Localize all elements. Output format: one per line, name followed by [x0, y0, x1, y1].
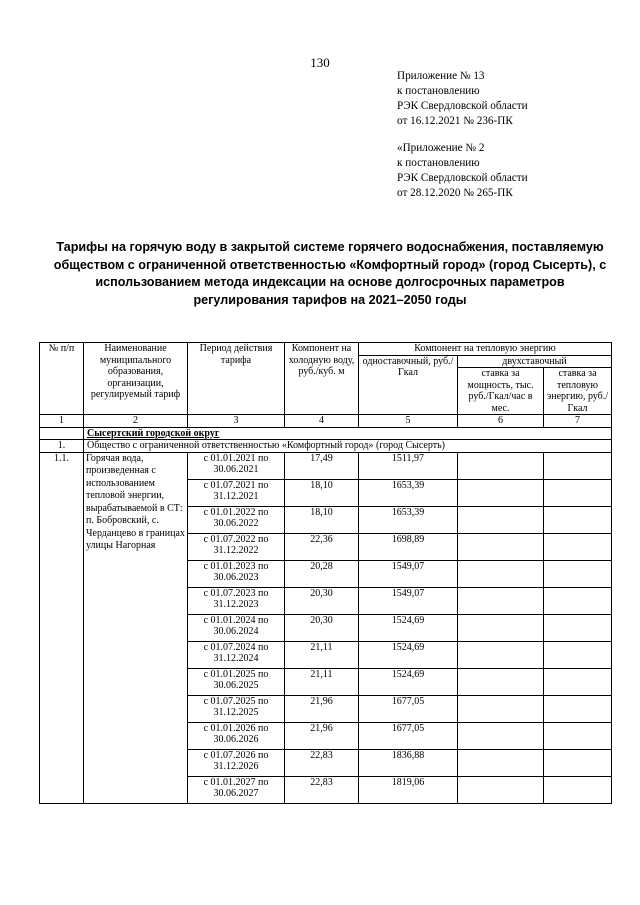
cold-water-cell: 21,11 [285, 641, 359, 668]
one-rate-cell: 1549,07 [359, 560, 458, 587]
organization-number: 1. [40, 440, 84, 453]
energy-cell [544, 695, 612, 722]
capacity-cell [458, 587, 544, 614]
column-number: 7 [544, 415, 612, 428]
appendix-previous-line: РЭК Свердловской области [397, 172, 528, 184]
column-numbers-row [40, 415, 612, 428]
appendix-previous [397, 141, 528, 201]
capacity-cell [458, 479, 544, 506]
one-rate-cell: 1677,05 [359, 695, 458, 722]
capacity-cell [458, 452, 544, 479]
column-number: 4 [285, 415, 359, 428]
one-rate-cell: 1549,07 [359, 587, 458, 614]
cold-water-cell: 20,30 [285, 614, 359, 641]
cold-water-cell: 22,83 [285, 776, 359, 803]
one-rate-cell: 1677,05 [359, 722, 458, 749]
appendix-previous-line: от 28.12.2020 № 265-ПК [397, 187, 513, 199]
period-cell: с 01.01.2027 по 30.06.2027 [188, 776, 285, 803]
one-rate-cell: 1653,39 [359, 506, 458, 533]
header-org: Наименование муниципального образования, организации, регулируемый тариф [84, 343, 188, 415]
period-cell: с 01.01.2026 по 30.06.2026 [188, 722, 285, 749]
capacity-cell [458, 668, 544, 695]
period-cell: с 01.07.2024 по 31.12.2024 [188, 641, 285, 668]
organization-name: Общество с ограниченной ответственностью «Комфортный город» (город Сысерть) [84, 440, 612, 453]
one-rate-cell: 1698,89 [359, 533, 458, 560]
energy-cell [544, 668, 612, 695]
period-cell: с 01.07.2023 по 31.12.2023 [188, 587, 285, 614]
energy-cell [544, 533, 612, 560]
energy-cell [544, 452, 612, 479]
one-rate-cell: 1524,69 [359, 641, 458, 668]
appendix-previous-line: к постановлению [397, 157, 480, 169]
column-number: 3 [188, 415, 285, 428]
column-number: 5 [359, 415, 458, 428]
period-cell: с 01.07.2022 по 31.12.2022 [188, 533, 285, 560]
period-cell: с 01.07.2026 по 31.12.2026 [188, 749, 285, 776]
appendix-current-line: от 16.12.2021 № 236-ПК [397, 115, 513, 127]
header-period: Период действия тарифа [188, 343, 285, 415]
capacity-cell [458, 641, 544, 668]
cold-water-cell: 22,36 [285, 533, 359, 560]
energy-cell [544, 587, 612, 614]
one-rate-cell: 1524,69 [359, 614, 458, 641]
cold-water-cell: 17,49 [285, 452, 359, 479]
period-cell: с 01.01.2025 по 30.06.2025 [188, 668, 285, 695]
energy-cell [544, 506, 612, 533]
period-cell: с 01.07.2025 по 31.12.2025 [188, 695, 285, 722]
appendix-current-line: РЭК Свердловской области [397, 100, 528, 112]
appendix-current-line: к постановлению [397, 85, 480, 97]
column-number: 1 [40, 415, 84, 428]
header-cold-water: Компонент на холодную воду, руб./куб. м [285, 343, 359, 415]
period-cell: с 01.01.2023 по 30.06.2023 [188, 560, 285, 587]
energy-cell [544, 479, 612, 506]
header-one-rate: одноставочный, руб./Гкал [359, 355, 458, 415]
cold-water-cell: 21,96 [285, 722, 359, 749]
item-name: Горячая вода, произведенная с использованием тепловой энергии, вырабатываемой в СТ: п. Бобровский, с. Черданцево в границах улицы Нагорная [84, 452, 188, 803]
section-name: Сысертский городской округ [87, 427, 220, 439]
appendix-current-line: Приложение № 13 [397, 70, 485, 82]
section-row [40, 427, 612, 440]
period-cell: с 01.07.2021 по 31.12.2021 [188, 479, 285, 506]
energy-cell [544, 641, 612, 668]
period-cell: с 01.01.2024 по 30.06.2024 [188, 614, 285, 641]
one-rate-cell: 1511,97 [359, 452, 458, 479]
capacity-cell [458, 749, 544, 776]
cold-water-cell: 22,83 [285, 749, 359, 776]
one-rate-cell: 1819,06 [359, 776, 458, 803]
cold-water-cell: 21,11 [285, 668, 359, 695]
energy-cell [544, 776, 612, 803]
one-rate-cell: 1836,88 [359, 749, 458, 776]
capacity-cell [458, 560, 544, 587]
cold-water-cell: 21,96 [285, 695, 359, 722]
energy-cell [544, 722, 612, 749]
item-number: 1.1. [40, 452, 84, 803]
cold-water-cell: 20,28 [285, 560, 359, 587]
period-cell: с 01.01.2022 по 30.06.2022 [188, 506, 285, 533]
one-rate-cell: 1653,39 [359, 479, 458, 506]
appendix-current [397, 69, 528, 129]
capacity-cell [458, 695, 544, 722]
page-number: 130 [310, 55, 330, 70]
organization-row [40, 440, 612, 453]
period-cell: с 01.01.2021 по 30.06.2021 [188, 452, 285, 479]
energy-cell [544, 614, 612, 641]
capacity-cell [458, 614, 544, 641]
capacity-cell [458, 506, 544, 533]
cold-water-cell: 18,10 [285, 506, 359, 533]
header-two-rate: двухставочный [458, 355, 612, 368]
cold-water-cell: 18,10 [285, 479, 359, 506]
capacity-cell [458, 533, 544, 560]
header-energy-rate: ставка за тепловую энергию, руб./Гкал [544, 368, 612, 415]
appendix-previous-line: «Приложение № 2 [397, 142, 485, 154]
column-number: 2 [84, 415, 188, 428]
header-heat-component: Компонент на тепловую энергию [359, 343, 612, 356]
column-number: 6 [458, 415, 544, 428]
energy-cell [544, 749, 612, 776]
capacity-cell [458, 722, 544, 749]
energy-cell [544, 560, 612, 587]
table-row [40, 452, 612, 479]
cold-water-cell: 20,30 [285, 587, 359, 614]
header-num: № п/п [40, 343, 84, 415]
capacity-cell [458, 776, 544, 803]
document-title: Тарифы на горячую воду в закрытой системе горячего водоснабжения, поставляемую обществом с ограниченной ответственностью «Комфортный город» (город Сысерть), с использованием метода индексации на основе долгосрочных параметров регулирования тарифов на 2021–2050 годы [53, 240, 607, 307]
tariff-table [39, 342, 612, 804]
header-capacity-rate: ставка за мощность, тыс. руб./Гкал/час в мес. [458, 368, 544, 415]
one-rate-cell: 1524,69 [359, 668, 458, 695]
